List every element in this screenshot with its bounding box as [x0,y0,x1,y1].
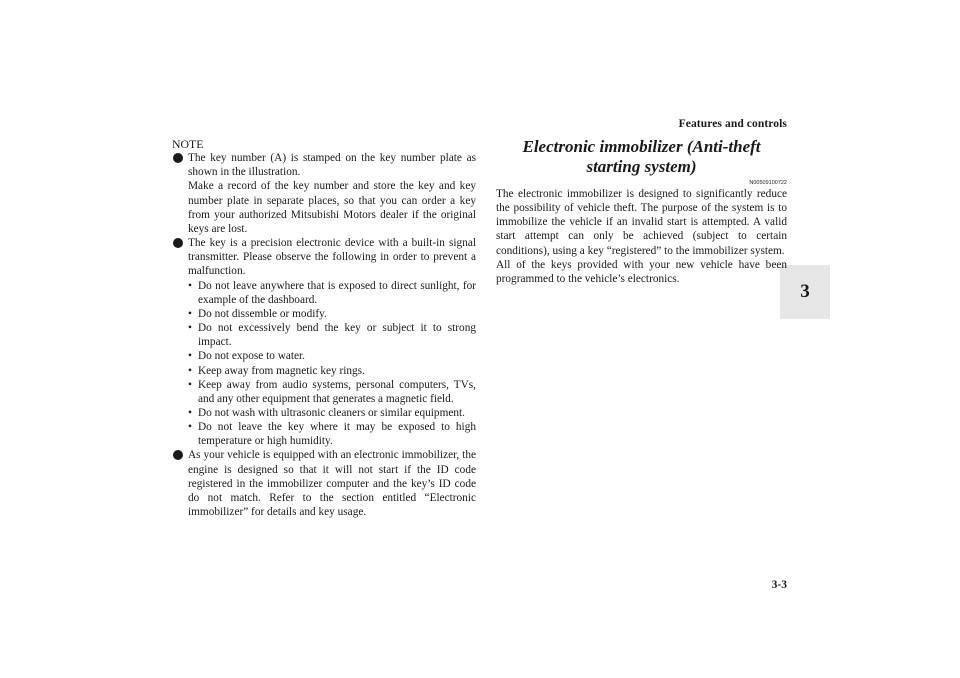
left-column [172,137,476,519]
list-item: • Do not dissemble or modify. [188,307,327,320]
running-header: Features and controls [678,118,787,130]
list-item: • Do not leave anywhere that is exposed to direct sunlight, for example of the dashboard. [188,279,476,306]
body-paragraph: The electronic immobilizer is designed to significantly reduce the possibility of vehicle theft. The purpose of the system is to immobilize the vehicle if an invalid start is attempted. A valid start attempt can only be achieved (subject to certain conditions), using a key “registered” to the immobilizer system. [496,188,787,257]
list-item: • Keep away from magnetic key rings. [188,364,365,377]
chapter-tab: 3 [780,265,830,319]
list-item: • Do not excessively bend the key or subject it to strong impact. [188,322,476,349]
right-column [496,137,787,286]
note-text: The key number (A) is stamped on the key number plate as shown in the illustration. [188,152,476,179]
list-item: • Do not wash with ultrasonic cleaners or similar equipment. [188,406,465,419]
bullet-dot-icon [173,238,183,248]
section-title: Electronic immobilizer (Anti-theft starting system) [522,137,761,176]
page-number: 3-3 [771,579,787,591]
reference-code: N00509100722 [749,180,787,186]
body-paragraph: All of the keys provided with your new vehicle have been programmed to the vehicle’s electronics. [496,258,787,285]
note-text: As your vehicle is equipped with an electronic immobilizer, the engine is designed so that it will not start if the ID code registered in the immobilizer computer and the key’s ID code do not match. Refer to the section entitled “Electronic immobilizer” for details and key usage. [188,449,476,519]
list-item: • Do not expose to water. [188,350,305,363]
list-item: • Keep away from audio systems, personal computers, TVs, and any other equipment that generates a magnetic field. [188,378,476,405]
note-text: Make a record of the key number and store the key and key number plate in separate places, so that you can order a key from your authorized Mitsubishi Motors dealer if the original keys are lost. [188,180,476,235]
bullet-dot-icon [173,153,183,163]
list-item: • Do not leave the key where it may be exposed to high temperature or high humidity. [188,421,476,448]
note-bullet-immobilizer [172,448,476,519]
note-bullet-key-number [172,151,476,236]
note-label: NOTE [172,137,204,151]
bullet-dot-icon [173,450,183,460]
note-text: The key is a precision electronic device with a built-in signal transmitter. Please observe the following in order to prevent a malfunction. [188,237,476,278]
note-bullet-precision-device [172,236,476,448]
